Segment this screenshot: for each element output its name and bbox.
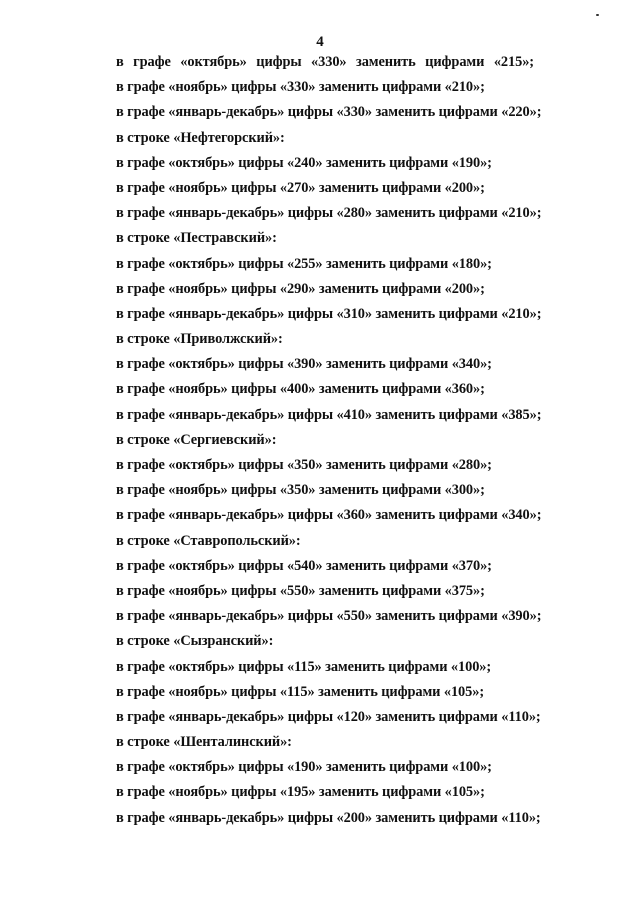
section-heading-line: в строке «Нефтегорский»: [116,129,285,146]
text-line: в графе «октябрь» цифры «540» заменить цифрами «370»; [116,557,492,574]
section-heading-line: в строке «Сергиевский»: [116,431,277,448]
text-line: в графе «ноябрь» цифры «270» заменить цифрами «200»; [116,179,485,196]
text-line: в графе «октябрь» цифры «240» заменить цифрами «190»; [116,154,492,171]
text-line: в графе «ноябрь» цифры «290» заменить цифрами «200»; [116,280,485,297]
text-line: в графе «ноябрь» цифры «350» заменить цифрами «300»; [116,482,485,499]
text-line: в графе «январь-декабрь» цифры «410» заменить цифрами «385»; [116,406,542,423]
amendment-list [116,50,542,831]
page-number: 4 [316,34,324,50]
section-heading-line: в строке «Ставропольский»: [116,532,301,549]
text-line: в графе «январь-декабрь» цифры «330» заменить цифрами «220»; [116,104,542,121]
text-line: в графе «октябрь» цифры «190» заменить цифрами «100»; [116,759,492,776]
text-line: в графе «январь-декабрь» цифры «120» заменить цифрами «110»; [116,708,541,725]
section-heading-line: в строке «Приволжский»: [116,331,283,348]
text-line: в графе «январь-декабрь» цифры «310» заменить цифрами «210»; [116,305,542,322]
text-line: в графе «октябрь» цифры «115» заменить цифрами «100»; [116,658,492,675]
section-heading-line: в строке «Сызранский»: [116,633,274,650]
text-line: в графе «октябрь» цифры «330» заменить цифрами «215»; [116,54,534,70]
text-line: в графе «ноябрь» цифры «400» заменить цифрами «360»; [116,381,485,398]
text-line: в графе «октябрь» цифры «350» заменить цифрами «280»; [116,457,492,473]
text-line: в графе «ноябрь» цифры «550» заменить цифрами «375»; [116,582,485,599]
text-line: в графе «ноябрь» цифры «115» заменить цифрами «105»; [116,683,485,700]
text-line: в графе «ноябрь» цифры «195» заменить цифрами «105»; [116,784,485,801]
text-line: в графе «январь-декабрь» цифры «550» заменить цифрами «390»; [116,608,542,625]
section-heading-line: в строке «Шенталинский»: [116,734,292,751]
scan-speck [596,14,599,16]
text-line: в графе «январь-декабрь» цифры «280» заменить цифрами «210»; [116,205,542,222]
text-line: в графе «ноябрь» цифры «330» заменить цифрами «210»; [116,79,485,96]
text-line: в графе «октябрь» цифры «390» заменить цифрами «340»; [116,356,492,373]
section-heading-line: в строке «Пестравский»: [116,230,277,247]
text-line: в графе «январь-декабрь» цифры «200» заменить цифрами «110»; [116,809,541,826]
text-line: в графе «январь-декабрь» цифры «360» заменить цифрами «340»; [116,507,542,524]
text-line: в графе «октябрь» цифры «255» заменить цифрами «180»; [116,255,492,272]
